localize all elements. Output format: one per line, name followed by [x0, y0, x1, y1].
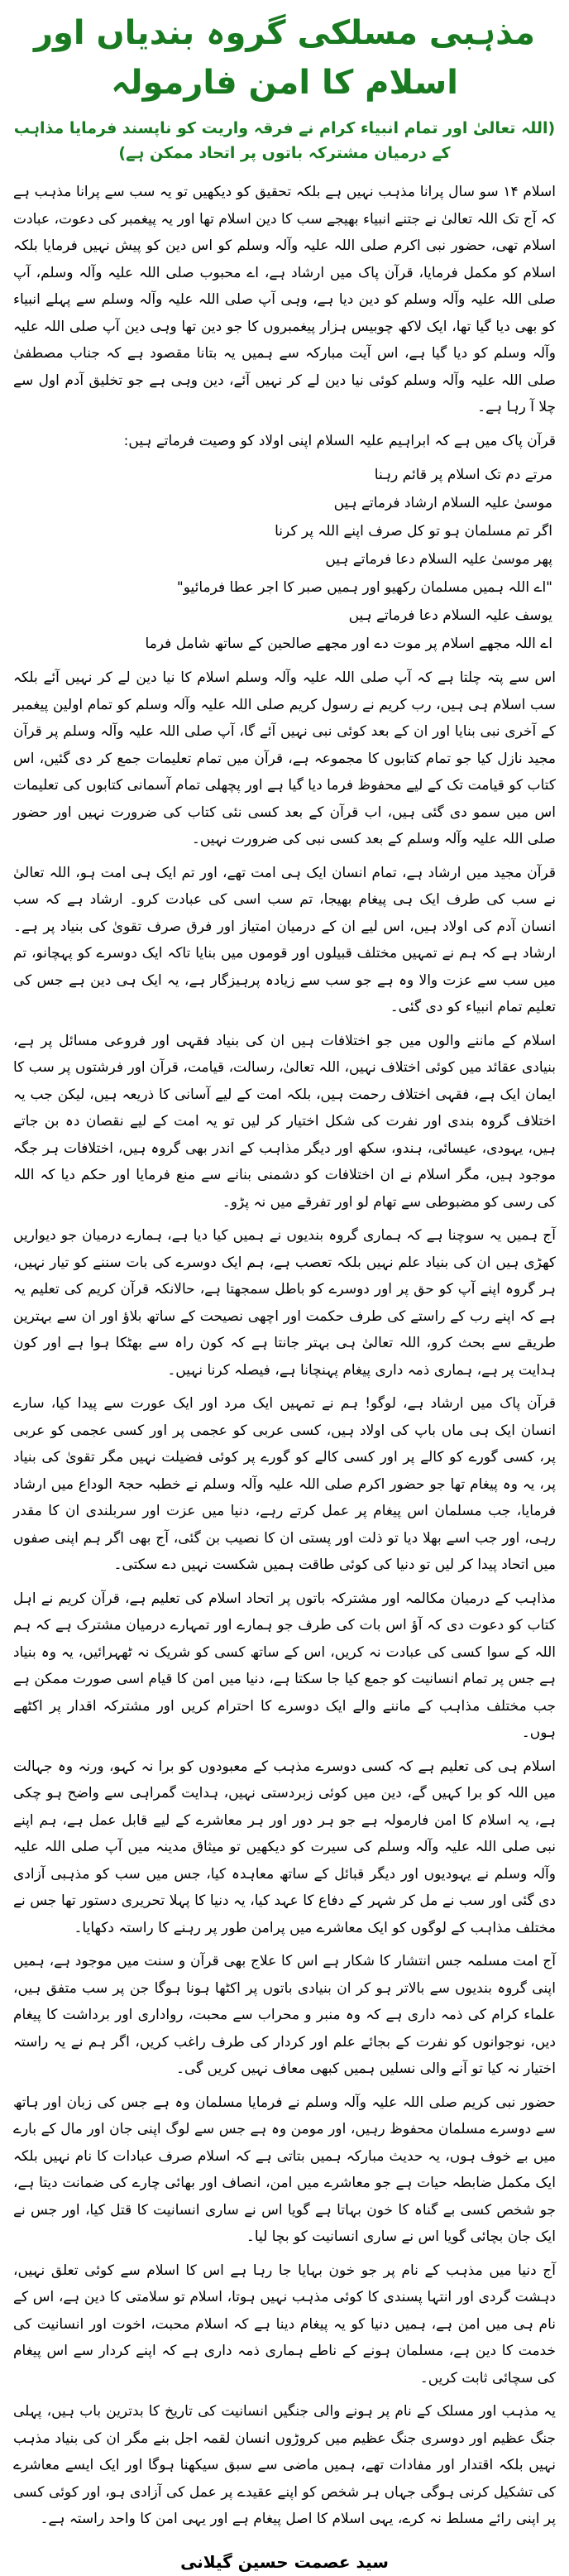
article-title: مذہبی مسلکی گروہ بندیاں اور اسلام کا امن فارمولہ [33, 14, 535, 102]
paragraph-body: قرآن مجید میں ارشاد ہے، تمام انسان ایک ہی امت تھے، اور تم ایک ہی امت ہو، اللہ تعالیٰ نے سب کی طرف ایک ہی پیغام بھیجا، تم سب اسی کی عبادت کرو۔ ارشاد ہے کہ سب انسان آدم کی اولاد ہیں، اس لیے ان کے درمیان امتیاز اور فرق صرف تقویٰ کی بنیاد پر ہے۔ ارشاد ہے کہ ہم نے تمہیں مختلف قبیلوں اور قوموں میں بنایا تاکہ ایک دوسرے کو پہچانو، تم میں سب سے عزت والا وہ ہے جو سب سے زیادہ پرہیزگار ہے، یہ ایک ہی دین ہے جس کی تعلیم تمام انبیاء کو دی گئی۔ [13, 864, 556, 1015]
paragraph-body: آج ہمیں یہ سوچنا ہے کہ ہماری گروہ بندیوں نے ہمیں کیا دیا ہے، ہمارے درمیان جو دیواریں کھڑی ہیں ان کی بنیاد علم نہیں بلکہ تعصب ہے، ہم ایک دوسرے کی بات سننے کو تیار نہیں، ہر گروہ اپنے آپ کو حق پر اور دوسرے کو باطل سمجھتا ہے، حالانکہ قرآن کریم کی تعلیم یہ ہے کہ اپنے رب کے راستے کی طرف حکمت اور اچھی نصیحت کے ساتھ بلاؤ اور ان سے بہترین طریقے سے بحث کرو، اللہ تعالیٰ ہی بہتر جانتا ہے کہ کون راہ سے بھٹکا ہوا ہے اور کون ہدایت پر ہے، ہماری ذمہ داری پیغام پہنچانا ہے، فیصلہ کرنا نہیں۔ [13, 1227, 556, 1379]
verse-line: پھر موسیٰ علیہ السلام دعا فرماتے ہیں [325, 551, 552, 568]
paragraph-intro-1: اسلام ۱۴ سو سال پرانا مذہب نہیں ہے بلکہ تحقیق کو دیکھیں تو یہ سب سے پرانا مذہب ہے کہ آج تک اللہ تعالیٰ نے جتنے انبیاء بھیجے سب کا دین اسلام تھا اور یہ پیغمبر کی دعوت، عبادت اسلام تھی، حضور نبی اکرم صلی اللہ علیہ وآلہ وسلم کو اس دین کو پیش نہیں فرمایا بلکہ اسلام کو مکمل فرمایا، قرآن پاک میں ارشاد ہے، اے محبوب صلی اللہ علیہ وآلہ وسلم، آپ صلی اللہ علیہ وآلہ وسلم کو دین دیا ہے، وہی آپ صلی اللہ علیہ وآلہ وسلم سے پہلے انبیاء کو بھی دیا گیا تھا، ایک لاکھ چوبیس ہزار پیغمبروں کا جو دین تھا وہی دین آپ صلی اللہ علیہ وآلہ وسلم کو دیا گیا ہے، اس آیت مبارکہ سے ہمیں یہ بتانا مقصود ہے کہ جناب مصطفیٰ صلی اللہ علیہ وآلہ وسلم کوئی نیا دین لے کر نہیں آئے، دین وہی ہے جو تخلیق آدم اول سے چلا آ رہا ہے۔ [13, 184, 556, 415]
paragraph-body: اسلام کے ماننے والوں میں جو اختلافات ہیں ان کی بنیاد فقہی اور فروعی مسائل پر ہے، بنیادی عقائد میں کوئی اختلاف نہیں، اللہ تعالیٰ، رسالت، قیامت، قرآن اور فرشتوں پر سب کا ایمان ایک ہے، فقہی اختلاف رحمت ہیں، بلکہ امت کے لیے آسانی کا ذریعہ ہیں، لیکن جب یہ اختلاف گروہ بندی اور نفرت کی شکل اختیار کر لیں تو یہ امت کے لیے نقصان دہ بن جاتے ہیں، یہودی، عیسائی، ہندو، سکھ اور دیگر مذاہب کے اندر بھی گروہ ہیں، اختلافات ہر جگہ موجود ہیں، مگر اسلام نے ان اختلافات کو دشمنی بنانے سے منع فرمایا اور حکم دیا کہ اللہ کی رسی کو مضبوطی سے تھام لو اور تفرقے میں نہ پڑو۔ [13, 1032, 556, 1211]
paragraph-body: قرآن پاک میں ارشاد ہے، لوگو! ہم نے تمہیں ایک مرد اور ایک عورت سے پیدا کیا، سارے انسان ایک ہی ماں باپ کی اولاد ہیں، کسی عربی کو عجمی پر اور کسی عجمی کو عربی پر، کسی گورے کو کالے پر اور کسی کالے کو گورے پر کوئی فضیلت نہیں مگر تقویٰ کی بنیاد پر، یہ وہ پیغام تھا جو حضور اکرم صلی اللہ علیہ وآلہ وسلم نے خطبہ حجۃ الوداع میں ارشاد فرمایا، جب مسلمان اس پیغام پر عمل کرتے رہے، دنیا میں عزت اور سربلندی ان کا مقدر رہی، اور جب اسے بھلا دیا تو ذلت اور پستی ان کا نصیب بن گئی، آج بھی اگر ہم اپنی صفوں میں اتحاد پیدا کر لیں تو دنیا کی کوئی طاقت ہمیں شکست نہیں دے سکتی۔ [13, 1395, 556, 1573]
intro-section [13, 179, 556, 454]
paragraph-body: اسلام ہی کی تعلیم ہے کہ کسی دوسرے مذہب کے معبودوں کو برا نہ کہو، ورنہ وہ جہالت میں اللہ کو برا کہیں گے، دین میں کوئی زبردستی نہیں، ہدایت گمراہی سے واضح ہو چکی ہے، یہ اسلام کا امن فارمولہ ہے جو ہر دور اور ہر معاشرے کے لیے قابل عمل ہے، ہم اپنے نبی صلی اللہ علیہ وآلہ وسلم کی سیرت کو دیکھیں تو میثاق مدینہ میں آپ صلی اللہ علیہ وآلہ وسلم نے یہودیوں اور دیگر قبائل کے ساتھ معاہدہ کیا، جس میں سب کو مذہبی آزادی دی گئی اور سب نے مل کر شہر کے دفاع کا عہد کیا، یہ دنیا کا پہلا تحریری دستور تھا جس نے مختلف مذاہب کے لوگوں کو ایک معاشرے میں پرامن طور پر رہنے کا راستہ دکھایا۔ [13, 1758, 556, 1936]
verse-line: "اے اللہ ہمیں مسلمان رکھیو اور ہمیں صبر کا اجر عطا فرمائیو" [176, 579, 552, 596]
verse-block [13, 461, 556, 658]
article-subtitle: (اللہ تعالیٰ اور تمام انبیاء کرام نے فرقہ واریت کو ناپسند فرمایا مذاہب کے درمیان مشترکہ باتوں پر اتحاد ممکن ہے) [13, 119, 556, 162]
verse-line: مرتے دم تک اسلام پر قائم رہنا [374, 467, 552, 483]
verse-line: موسیٰ علیہ السلام ارشاد فرماتے ہیں [333, 495, 552, 511]
paragraph-body: مذاہب کے درمیان مکالمہ اور مشترکہ باتوں پر اتحاد اسلام کی تعلیم ہے، قرآن کریم نے اہل کتاب کو دعوت دی کہ آؤ اس بات کی طرف جو ہمارے اور تمہارے درمیان مشترک ہے کہ ہم اللہ کے سوا کسی کی عبادت نہ کریں، اس کے ساتھ کسی کو شریک نہ ٹھہرائیں، یہ وہ بنیاد ہے جس پر تمام انسانیت کو جمع کیا جا سکتا ہے، دنیا میں امن کا قیام اسی صورت ممکن ہے جب مختلف مذاہب کے ماننے والے ایک دوسرے کا احترام کریں اور مشترکہ اقدار پر اکٹھے ہوں۔ [13, 1590, 556, 1741]
paragraph-body: اس سے پتہ چلتا ہے کہ آپ صلی اللہ علیہ وآلہ وسلم اسلام کا نیا دین لے کر نہیں آئے بلکہ سب اسلام ہی ہیں، رب کریم نے رسول کریم صلی اللہ علیہ وآلہ وسلم کو تمام اولین پیغمبر کے آخری نبی بنایا اور ان کے بعد کوئی نبی نہیں آئے گا، آپ صلی اللہ علیہ وآلہ وسلم پر قرآن مجید نازل کیا جو تمام کتابوں کا مجموعہ ہے، قرآن میں تمام تعلیمات جمع کر دی گئیں، اس کتاب کو قیامت تک کے لیے محفوظ فرما دیا گیا ہے اور پچھلی تمام آسمانی کتابوں کی تعلیمات اس میں سمو دی گئی ہیں، اب قرآن کے بعد کسی نئی کتاب کی ضرورت نہیں اور حضور صلی اللہ علیہ وآلہ وسلم کے بعد کسی نبی کی ضرورت نہیں۔ [13, 669, 556, 847]
paragraph-body: یہ مذہب اور مسلک کے نام پر ہونے والی جنگیں انسانیت کی تاریخ کا بدترین باب ہیں، پہلی جنگ عظیم اور دوسری جنگ عظیم میں کروڑوں انسان لقمہ اجل بنے مگر ان کی بنیاد مذہب نہیں بلکہ اقتدار اور مفادات تھے، ہمیں ماضی سے سبق سیکھنا ہوگا اور ایک ایسے معاشرے کی تشکیل کرنی ہوگی جہاں ہر شخص کو اپنے عقیدے پر عمل کی آزادی ہو، اور کوئی کسی پر اپنی رائے مسلط نہ کرے، یہی اسلام کا اصل پیغام ہے اور یہی امن کا واحد راستہ ہے۔ [13, 2403, 556, 2527]
paragraph-body: آج امت مسلمہ جس انتشار کا شکار ہے اس کا علاج بھی قرآن و سنت میں موجود ہے، ہمیں اپنی گروہ بندیوں سے بالاتر ہو کر ان بنیادی باتوں پر اکٹھا ہونا ہوگا جن پر سب متفق ہیں، علماء کرام کی ذمہ داری ہے کہ وہ منبر و محراب سے محبت، رواداری اور برداشت کا پیغام دیں، نوجوانوں کو نفرت کے بجائے علم اور کردار کی طرف راغب کریں، اگر ہم نے یہ راستہ اختیار نہ کیا تو آنے والی نسلیں ہمیں کبھی معاف نہیں کریں گی۔ [13, 1953, 556, 2077]
verse-line: اگر تم مسلمان ہو تو کل صرف اپنے اللہ پر کرنا [275, 523, 552, 540]
verse-line: اے اللہ مجھے اسلام پر موت دے اور مجھے صالحین کے ساتھ شامل فرما [145, 636, 552, 652]
author-signature: سید عصمت حسین گیلانی [180, 2551, 389, 2572]
paragraph-body: آج دنیا میں مذہب کے نام پر جو خون بہایا جا رہا ہے اس کا اسلام سے کوئی تعلق نہیں، دہشت گردی اور انتہا پسندی کا کوئی مذہب نہیں ہوتا، اسلام تو سلامتی کا دین ہے، اس کے نام ہی میں امن ہے، ہمیں دنیا کو یہ پیغام دینا ہے کہ اسلام محبت، اخوت اور انسانیت کی خدمت کا دین ہے، مسلمان ہونے کے ناطے ہماری ذمہ داری ہے کہ اپنے کردار سے اس پیغام کی سچائی ثابت کریں۔ [13, 2262, 556, 2387]
verse-line: یوسف علیہ السلام دعا فرماتے ہیں [348, 607, 552, 624]
body-section [13, 664, 556, 2533]
paragraph-body: حضور نبی کریم صلی اللہ علیہ وآلہ وسلم نے فرمایا مسلمان وہ ہے جس کی زبان اور ہاتھ سے دوسرے مسلمان محفوظ رہیں، اور مومن وہ ہے جس سے لوگ اپنی جان اور مال کے بارے میں بے خوف ہوں، یہ حدیث مبارکہ ہمیں بتاتی ہے کہ اسلام صرف عبادات کا نام نہیں بلکہ ایک مکمل ضابطہ حیات ہے جو معاشرے میں امن، انصاف اور بھائی چارے کی ضمانت دیتا ہے، جو شخص کسی بے گناہ کا خون بہاتا ہے گویا اس نے ساری انسانیت کا قتل کیا، اور جس نے ایک جان بچائی گویا اس نے ساری انسانیت کو بچا لیا۔ [13, 2094, 556, 2245]
paragraph-intro-2: قرآن پاک میں ہے کہ ابراہیم علیہ السلام اپنی اولاد کو وصیت فرماتے ہیں: [123, 432, 556, 449]
